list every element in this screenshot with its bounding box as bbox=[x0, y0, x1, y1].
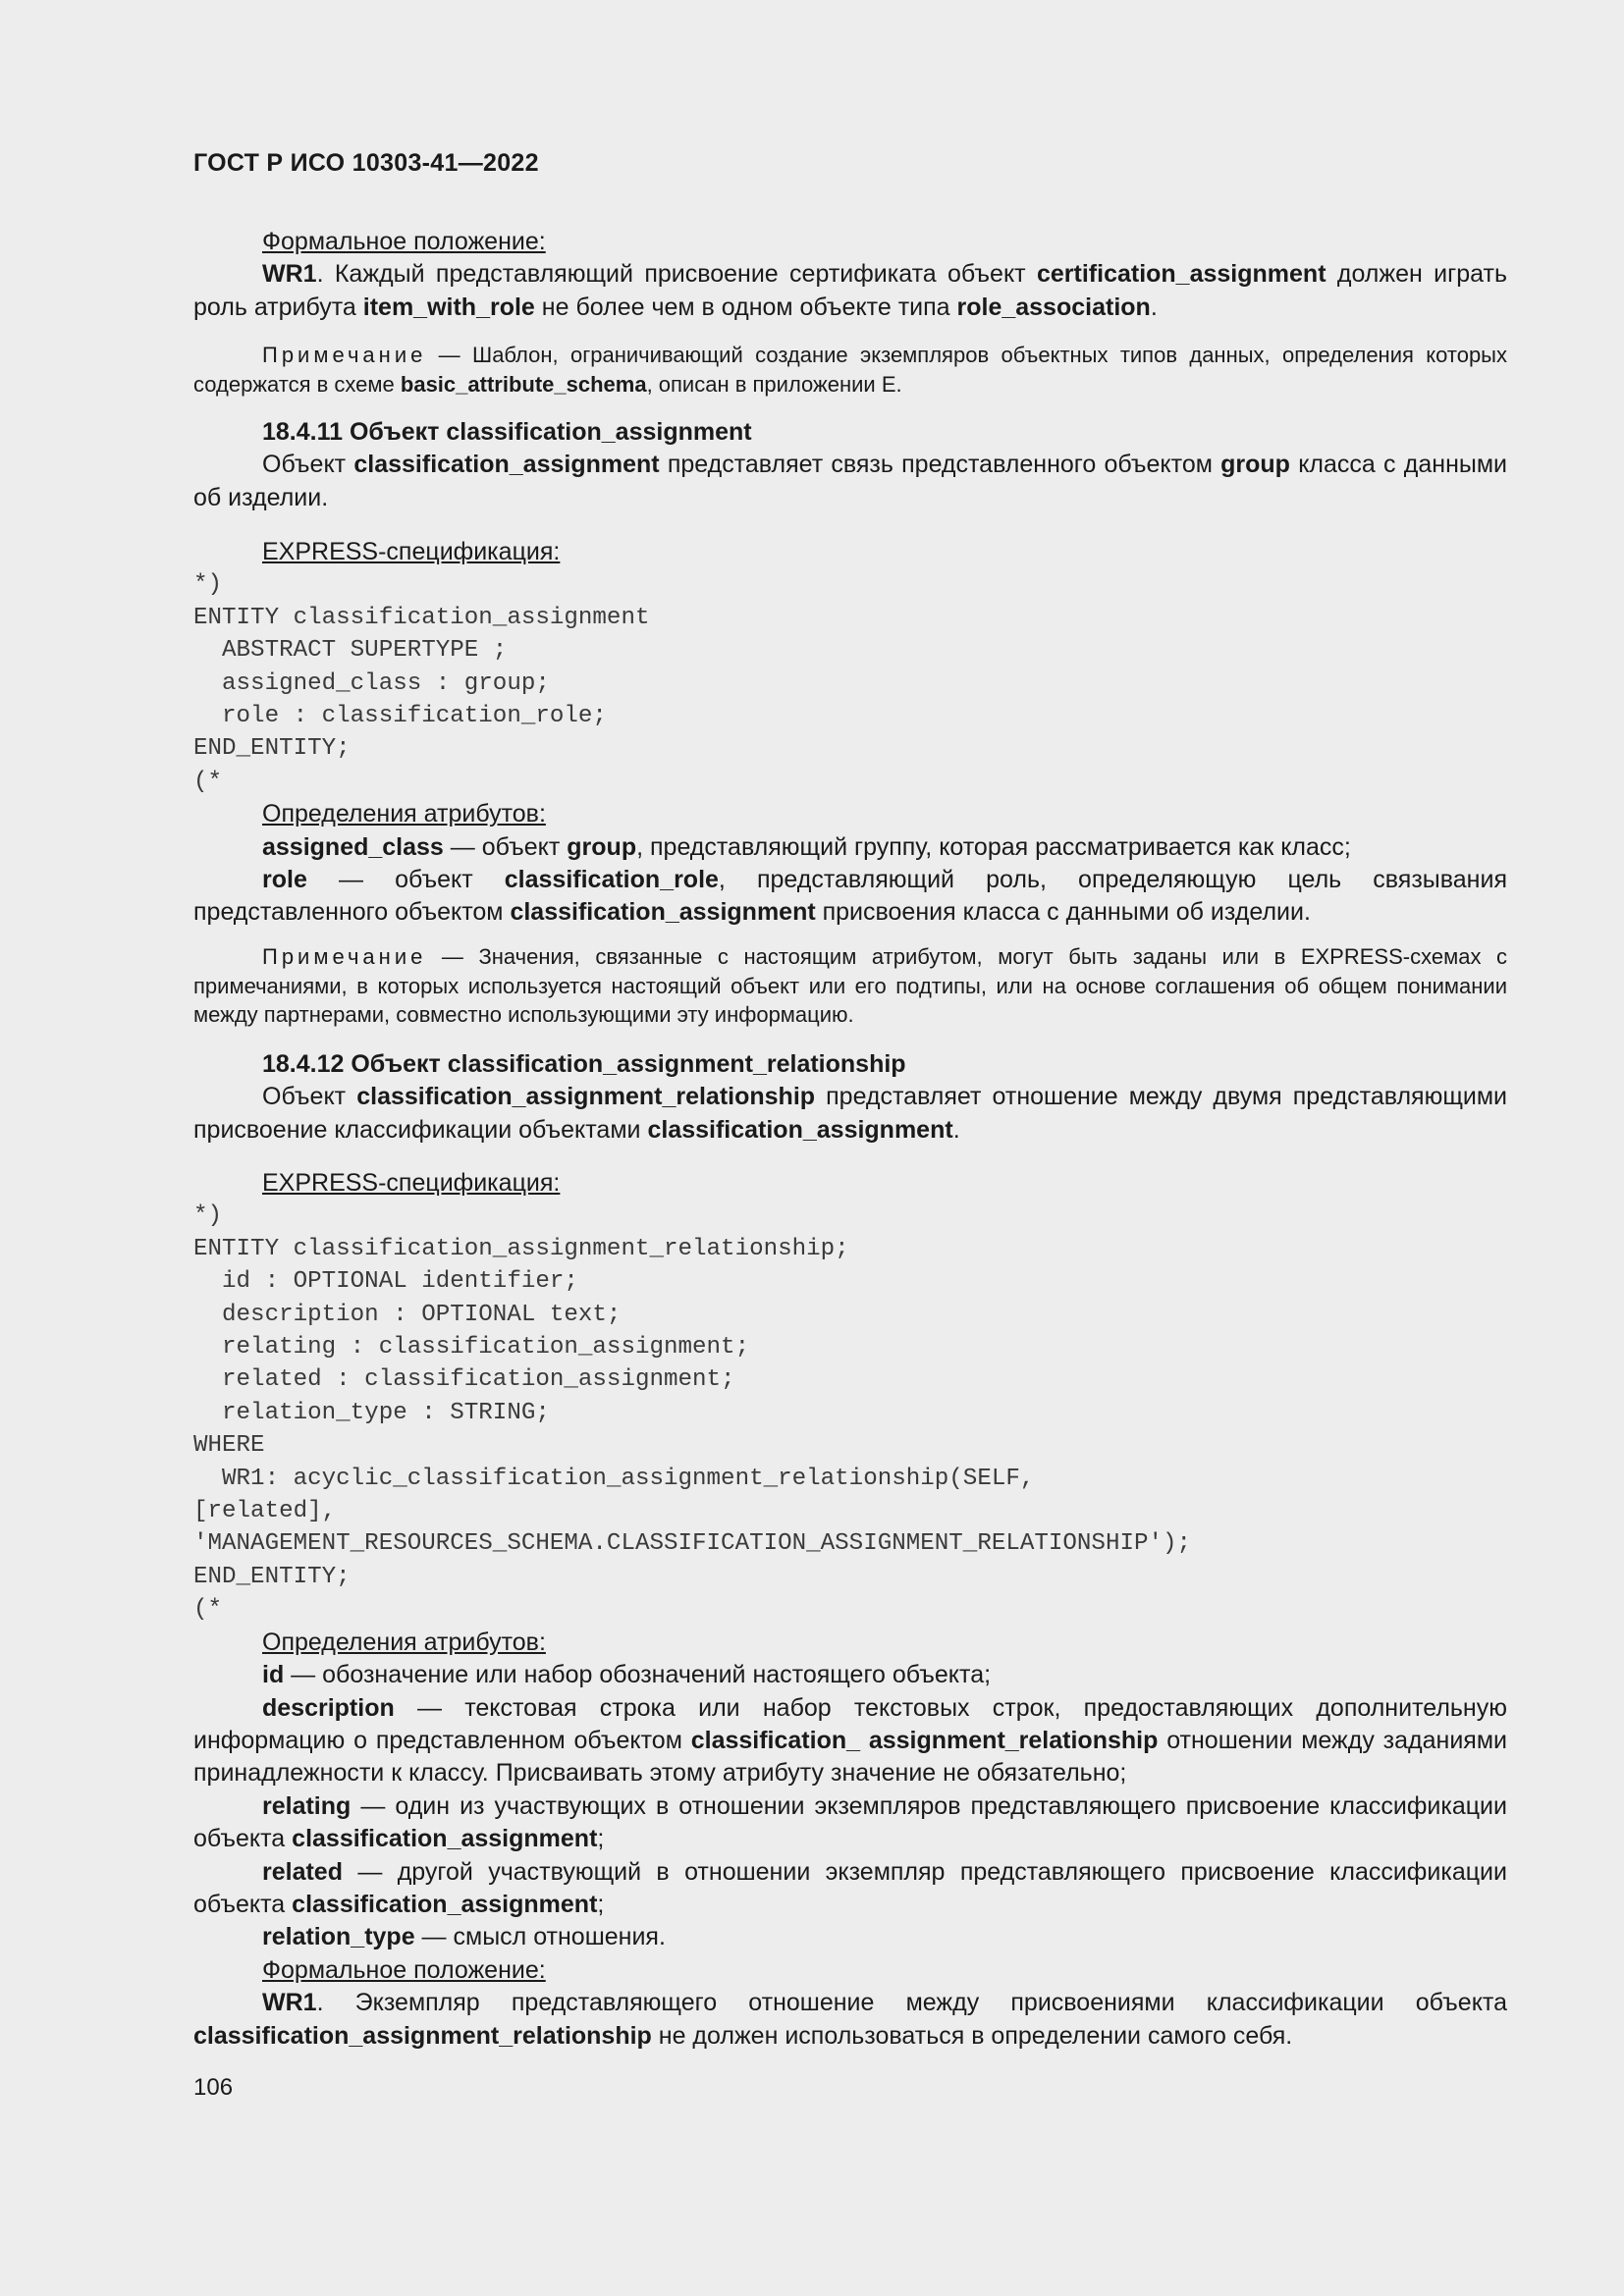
express-label: EXPRESS-спецификация: bbox=[262, 538, 561, 565]
note-label: Примечание bbox=[262, 944, 427, 969]
section-description: Объект classification_assignment_relationship представляет отношение между двумя представляющими присвоение классификации объектами classification_assignment. bbox=[193, 1083, 1507, 1144]
section-heading: 18.4.12 Объект classification_assignment_relationship bbox=[262, 1050, 906, 1078]
wr1-paragraph: WR1. Экземпляр представляющего отношение между присвоениями классификации объекта classification_assignment_relationship не должен использоваться в определении самого себя. bbox=[193, 1989, 1507, 2050]
attr-relating: relating — один из участвующих в отношении экземпляров представляющего присвоение классификации объекта classification_assignment; bbox=[193, 1791, 1507, 1853]
note-label: Примечание bbox=[262, 343, 427, 367]
section-description: Объект classification_assignment представляет связь представленного объектом group класса с данными об изделии. bbox=[193, 451, 1507, 511]
section-18-4-12 bbox=[193, 1048, 1507, 1147]
formal-statement-block-1 bbox=[193, 226, 1507, 324]
express-spec-2 bbox=[193, 1167, 1507, 2053]
formal-label: Формальное положение: bbox=[262, 1955, 546, 1984]
attr-id: id — обозначение или набор обозначений настоящего объекта; bbox=[262, 1661, 992, 1689]
attr-relation-type: relation_type — смысл отношения. bbox=[262, 1923, 666, 1951]
attr-defs-label: Определения атрибутов: bbox=[262, 1628, 546, 1656]
attr-defs-label: Определения атрибутов: bbox=[262, 800, 546, 828]
note-2: Примечание — Значения, связанные с настоящим атрибутом, могут быть заданы или в EXPRESS-схемах с примечаниями, в которых используется настоящий объект или его подтипы, или на основе соглашения об общем понимании между партнерами, совместно использующими эту информацию. bbox=[193, 944, 1507, 1027]
attr-related: related — другой участвующий в отношении экземпляр представляющего присвоение классификации объекта classification_assignment; bbox=[193, 1857, 1507, 1918]
express-spec-1 bbox=[193, 536, 1507, 930]
section-18-4-11 bbox=[193, 416, 1507, 514]
wr1-paragraph: WR1. Каждый представляющий присвоение сертификата объект certification_assignment должен играть роль атрибута item_with_role не более чем в одном объекте типа role_association. bbox=[193, 260, 1507, 321]
attr-role: role — объект classification_role, представляющий роль, определяющую цель связывания представленного объектом classification_assignment присвоения класса с данными об изделии. bbox=[193, 866, 1507, 927]
attr-description: description — текстовая строка или набор текстовых строк, предоставляющих дополнительную информацию о представленном объектом classification_ assignment_relationship отношении между заданиями принадлежности к классу. Присваивать этому атрибуту значение не обязательно; bbox=[193, 1693, 1507, 1788]
section-heading: 18.4.11 Объект classification_assignment bbox=[262, 418, 752, 446]
document-header: ГОСТ Р ИСО 10303-41—2022 bbox=[193, 149, 539, 177]
attr-assigned-class: assigned_class — объект group, представляющий группу, которая рассматривается как класс; bbox=[262, 832, 1351, 861]
express-label: EXPRESS-спецификация: bbox=[262, 1169, 561, 1197]
express-code-block: *) ENTITY classification_assignment ABSTRACT SUPERTYPE ; assigned_class : group; role : classification_role; END_ENTITY; (* bbox=[193, 571, 650, 795]
formal-label: Формальное положение: bbox=[262, 228, 546, 255]
express-code-block: *) ENTITY classification_assignment_relationship; id : OPTIONAL identifier; description : OPTIONAL text; relating : classification_assignment; related : classification_assignment; relation_type : STRING; WHERE WR1: acyclic_classification_assignment_relationship(SELF, [related], 'MANAGEMENT_RESOURCES_SCHEMA.CLASSIFICATION_ASSIGNMENT_RELATIONSHIP'); END_ENTITY; (* bbox=[193, 1202, 1192, 1624]
page-number: 106 bbox=[193, 2074, 234, 2101]
note-1: Примечание — Шаблон, ограничивающий создание экземпляров объектных типов данных, определения которых содержатся в схеме basic_attribute_schema, описан в приложении E. bbox=[193, 343, 1507, 397]
